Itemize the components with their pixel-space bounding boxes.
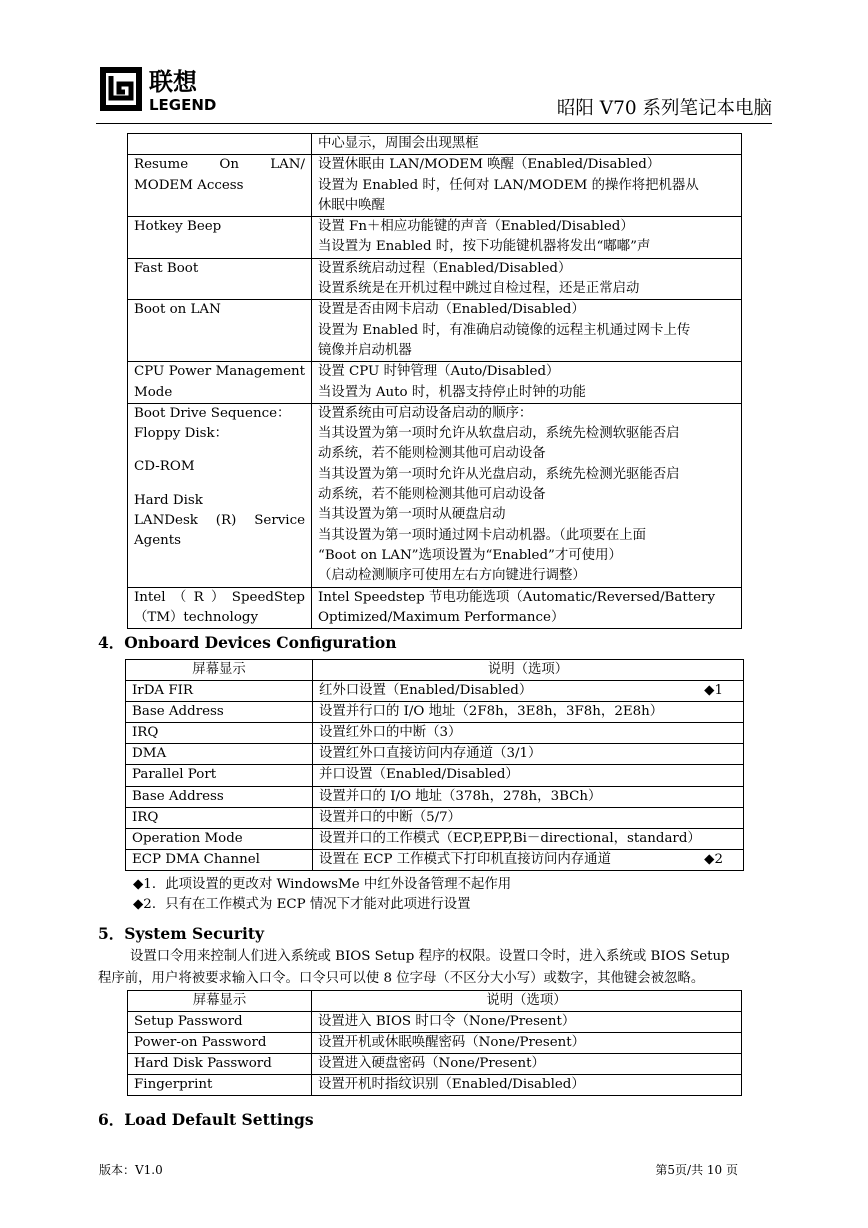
setting-name-cell: Operation Mode (126, 828, 313, 849)
description-line: 设置 Fn＋相应功能键的声音（Enabled/Disabled） (318, 219, 634, 235)
description-line: 镜像并启动机器 (318, 342, 412, 358)
setting-name: CD-ROM (134, 459, 195, 475)
setting-description-cell (313, 828, 744, 849)
description-text: 设置红外口直接访问内存通道（3/1） (319, 746, 542, 762)
setting-name-cell (128, 134, 312, 155)
paragraph-line: 设置口令用来控制人们进入系统或 BIOS Setup 程序的权限。设置口令时，进入系统或 BIOS Setup (130, 949, 730, 964)
setting-name: Hotkey Beep (134, 219, 222, 235)
setting-description-cell (312, 362, 742, 404)
description-text: 设置并行口的 I/O 地址（2F8h，3E8h，3F8h，2E8h） (319, 704, 664, 720)
description-line: 设置系统是在开机过程中跳过自检过程，还是正常启动 (318, 281, 640, 297)
table-row (126, 723, 744, 744)
table-row (126, 849, 744, 870)
setting-name-cell (128, 362, 312, 404)
description-line: 当设置为 Enabled 时，按下功能键机器将发出“嘟嘟”声 (318, 239, 651, 255)
table-row (126, 786, 744, 807)
setting-name-cell (128, 587, 312, 629)
spacer (134, 478, 305, 491)
table-row (128, 403, 742, 587)
description-line: 动系统，若不能则检测其他可启动设备 (318, 446, 546, 462)
section-5-title: 5．System Security (98, 924, 265, 943)
column-header-screen: 屏幕显示 (128, 991, 312, 1012)
setting-name-cell (128, 217, 312, 259)
setting-description-cell (312, 155, 742, 217)
setting-name-cell: IrDA FIR (126, 681, 313, 702)
table-row (126, 828, 744, 849)
setting-name-cell: Fingerprint (128, 1074, 312, 1095)
description-line: Optimized/Maximum Performance） (318, 609, 565, 625)
document-title: 昭阳 V70 系列笔记本电脑 (556, 98, 772, 119)
setting-name: CPU Power Management Mode (134, 364, 305, 400)
description-text: 并口设置（Enabled/Disabled） (319, 767, 519, 783)
onboard-devices-table (125, 659, 744, 871)
setting-description-cell: 设置开机时指纹识别（Enabled/Disabled） (312, 1074, 742, 1095)
setting-description-cell (313, 681, 744, 702)
column-header-description: 说明（选项） (312, 991, 742, 1012)
setting-description-cell (312, 403, 742, 587)
footer-version: 版本：V1.0 (99, 1163, 163, 1177)
setting-name-cell: IRQ (126, 723, 313, 744)
table-row (126, 702, 744, 723)
description-line: （启动检测顺序可使用左右方向键进行调整） (318, 568, 586, 584)
description-line: 当其设置为第一项时允许从光盘启动，系统先检测光驱能否启 (318, 466, 680, 482)
bios-settings-table (127, 133, 742, 629)
table-row (128, 155, 742, 217)
table-row (128, 134, 742, 155)
setting-description-cell (313, 807, 744, 828)
description-line: 设置是否由网卡启动（Enabled/Disabled） (318, 302, 585, 318)
table-row (128, 258, 742, 300)
setting-name: Fast Boot (134, 260, 199, 276)
setting-name-cell: Base Address (126, 786, 313, 807)
description-line: 休眠中唤醒 (318, 197, 385, 213)
table-row (128, 217, 742, 259)
description-line: 设置系统由可启动设备启动的顺序： (318, 405, 533, 421)
legend-logo (99, 66, 224, 114)
description-line: “Boot on LAN”选项设置为“Enabled”才可使用） (318, 547, 622, 563)
setting-description-cell (313, 765, 744, 786)
setting-name-cell (128, 300, 312, 362)
setting-name: Floppy Disk： (134, 426, 228, 442)
description-line: 当其设置为第一项时通过网卡启动机器。（此项要在上面 (318, 527, 647, 543)
setting-name: Boot on LAN (134, 302, 221, 318)
setting-name: Hard Disk (134, 492, 203, 508)
setting-description-cell (313, 702, 744, 723)
description-text: 设置并口的工作模式（ECP,EPP,Bi－directional，standard） (319, 830, 701, 846)
table-row (126, 765, 744, 786)
setting-description-cell (312, 134, 742, 155)
table-row (126, 744, 744, 765)
setting-name: LANDesk (R) Service Agents (134, 513, 305, 549)
table-row (128, 1053, 742, 1074)
setting-name-cell: Setup Password (128, 1011, 312, 1032)
setting-description-cell (312, 587, 742, 629)
description-line: 当其设置为第一项时从硬盘启动 (318, 507, 506, 523)
table-row (128, 587, 742, 629)
column-header-screen: 屏幕显示 (126, 660, 313, 681)
setting-name-cell (128, 258, 312, 300)
description-text: 红外口设置（Enabled/Disabled） (319, 683, 533, 699)
description-line: 设置为 Enabled 时，有准确启动镜像的远程主机通过网卡上传 (318, 322, 691, 338)
setting-name-cell: Parallel Port (126, 765, 313, 786)
section-4-title: 4．Onboard Devices Configuration (98, 633, 397, 652)
setting-description-cell (312, 258, 742, 300)
description-line: 设置休眠由 LAN/MODEM 唤醒（Enabled/Disabled） (318, 157, 661, 173)
setting-description-cell: 设置进入 BIOS 时口令（None/Present） (312, 1011, 742, 1032)
header-divider (96, 123, 772, 124)
setting-name-cell: ECP DMA Channel (126, 849, 313, 870)
description-line: 当设置为 Auto 时，机器支持停止时钟的功能 (318, 384, 586, 400)
setting-description-cell: 设置开机或休眠唤醒密码（None/Present） (312, 1032, 742, 1053)
setting-description-cell (313, 723, 744, 744)
column-header-description: 说明（选项） (313, 660, 744, 681)
setting-description-cell (312, 217, 742, 259)
footnote-1: ◆1．此项设置的更改对 WindowsMe 中红外设备管理不起作用 (133, 877, 512, 892)
setting-name-cell: Power-on Password (128, 1032, 312, 1053)
table-row (126, 807, 744, 828)
svg-text:联想: 联想 (149, 68, 197, 96)
description-line: 设置为 Enabled 时，任何对 LAN/MODEM 的操作将把机器从 (318, 177, 699, 193)
system-security-table (127, 990, 742, 1096)
setting-name: Intel（R）SpeedStep（TM）technology (134, 589, 305, 625)
setting-name: Resume On LAN/ MODEM Access (134, 157, 305, 193)
setting-name: Boot Drive Sequence： (134, 405, 291, 421)
note-marker: ◆1 (704, 683, 723, 699)
description-line: 动系统，若不能则检测其他可启动设备 (318, 487, 546, 503)
setting-description-cell: 设置进入硬盘密码（None/Present） (312, 1053, 742, 1074)
spacer (134, 444, 305, 457)
section-6-title: 6．Load Default Settings (98, 1110, 314, 1129)
description-line: Intel Speedstep 节电功能选项（Automatic/Reversed/Battery (318, 589, 716, 605)
setting-description-cell (313, 786, 744, 807)
table-row (128, 300, 742, 362)
description-line: 中心显示，周围会出现黑框 (318, 136, 479, 151)
table-header-row (126, 660, 744, 681)
setting-name-cell (128, 403, 312, 587)
table-row (128, 1011, 742, 1032)
description-text: 设置并口的中断（5/7） (319, 809, 462, 825)
setting-name-cell: Base Address (126, 702, 313, 723)
setting-description-cell (313, 849, 744, 870)
description-line: 当其设置为第一项时允许从软盘启动，系统先检测软驱能否启 (318, 426, 680, 442)
footnote-2: ◆2．只有在工作模式为 ECP 情况下才能对此项进行设置 (133, 897, 471, 912)
setting-description-cell (312, 300, 742, 362)
footer-page-number: 第5页/共 10 页 (655, 1163, 738, 1177)
table-row (126, 681, 744, 702)
description-text: 设置红外口的中断（3） (319, 725, 462, 741)
setting-description-cell (313, 744, 744, 765)
setting-name-cell: Hard Disk Password (128, 1053, 312, 1074)
note-marker: ◆2 (704, 851, 723, 867)
table-row (128, 1032, 742, 1053)
setting-name-cell: DMA (126, 744, 313, 765)
svg-text:LEGEND: LEGEND (149, 96, 217, 114)
description-line: 设置 CPU 时钟管理（Auto/Disabled） (318, 364, 560, 380)
description-text: 设置在 ECP 工作模式下打印机直接访问内存通道 (319, 851, 611, 867)
description-text: 设置并口的 I/O 地址（378h，278h，3BCh） (319, 788, 602, 804)
table-row (128, 362, 742, 404)
table-header-row (128, 991, 742, 1012)
paragraph-line: 程序前，用户将被要求输入口令。口令只可以使 8 位字母（不区分大小写）或数字，其他键会被忽略。 (98, 971, 705, 986)
description-line: 设置系统启动过程（Enabled/Disabled） (318, 260, 572, 276)
setting-name-cell (128, 155, 312, 217)
security-paragraph (98, 946, 772, 990)
setting-name-cell: IRQ (126, 807, 313, 828)
table-row (128, 1074, 742, 1095)
